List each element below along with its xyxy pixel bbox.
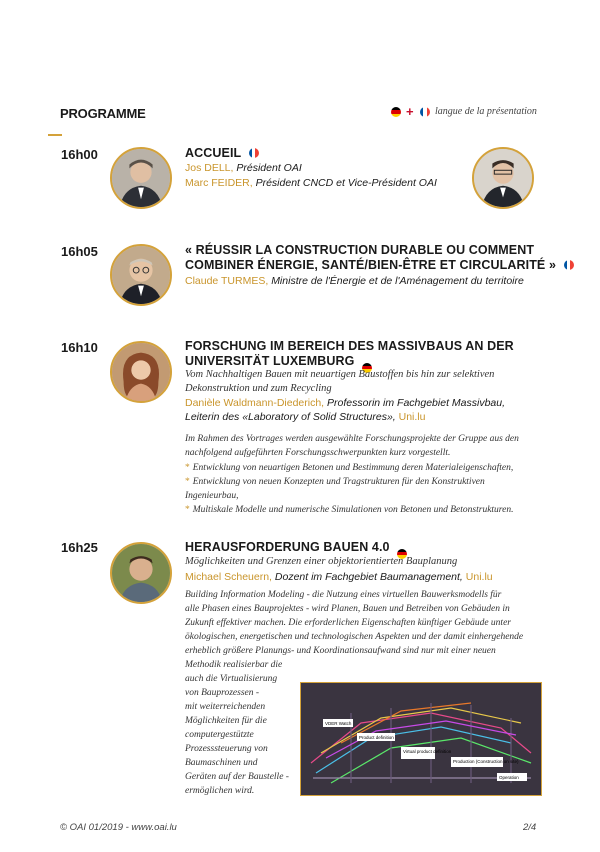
speaker-role: Dozent im Fachgebiet Baumanagement,	[274, 571, 463, 583]
session-title: FORSCHUNG IM BEREICH DES MASSIVBAUS AN DER UNIVERSITÄT LUXEMBURG	[185, 339, 514, 373]
session-time: 16h05	[61, 244, 98, 259]
org-link[interactable]: Uni.lu	[465, 571, 493, 583]
plus-separator: +	[406, 104, 414, 119]
avatar	[110, 147, 172, 209]
list-item: * Multiskale Modelle und numerische Simulationen von Betonen und Betonstrukturen.	[185, 505, 514, 515]
language-note: langue de la présentation	[435, 106, 537, 117]
bim-model-image	[300, 682, 542, 796]
list-item-continued: Ingenieurbau,	[185, 491, 239, 501]
speaker-role: Président OAI	[236, 162, 302, 174]
title-accent-rule	[48, 134, 62, 136]
speaker-role: Leiterin des «Laboratory of Solid Structures»,	[185, 411, 396, 423]
image-label: Product definition	[359, 735, 394, 740]
list-item: * Entwicklung von neuartigen Betonen und Bestimmung deren Materialeigenschaften,	[185, 463, 514, 473]
speaker-role: Professorin im Fachgebiet Massivbau,	[327, 397, 506, 409]
session-intro: Im Rahmen des Vortrages werden ausgewählte Forschungsprojekte der Gruppe aus den nachfolgend aufgeführten Forschungsschwerpunkten kurz vorgestellt.	[185, 434, 519, 458]
session-time: 16h25	[61, 540, 98, 555]
image-label: Operation	[499, 775, 519, 780]
speaker-line	[185, 571, 493, 584]
session-body-wrapped: Methodik realisierbar die auch die Virtualisierung von Bauprozessen - mit weiterreichenden Möglichkeiten für die computergestützte Prozesssteuerung von Baumaschinen und Geräten auf der Baustelle - ermöglichen wird.	[185, 660, 289, 796]
french-flag-icon	[249, 147, 259, 162]
avatar	[110, 341, 172, 403]
speaker-line	[185, 397, 505, 410]
page-number: 2/4	[523, 822, 537, 833]
session-title: « RÉUSSIR LA CONSTRUCTION DURABLE OU COMMENT COMBINER ÉNERGIE, SANTÉ/BIEN-ÊTRE ET CIRCULARITÉ »	[185, 243, 574, 274]
page-title: PROGRAMME	[60, 106, 146, 121]
avatar	[110, 542, 172, 604]
session-subtitle: Vom Nachhaltigen Bauen mit neuartigen Baustoffen bis hin zur selektiven Dekonstruktion und zum Recycling	[185, 369, 495, 394]
french-flag-icon	[564, 259, 574, 274]
german-flag-icon	[391, 107, 401, 117]
speaker-name: Michael Scheuern,	[185, 571, 272, 583]
speaker-line	[185, 411, 425, 424]
session-time: 16h00	[61, 147, 98, 162]
french-flag-icon	[420, 107, 430, 117]
image-label: Virtual product definition	[403, 749, 452, 754]
speaker-name: Jos DELL,	[185, 162, 234, 174]
session-title: HERAUSFORDERUNG BAUEN 4.0	[185, 540, 407, 559]
speaker-role: Président CNCD et Vice-Président OAI	[255, 177, 437, 189]
org-link[interactable]: Uni.lu	[398, 411, 426, 423]
speaker-role: Ministre de l'Énergie et de l'Aménagement du territoire	[271, 275, 524, 287]
session-time: 16h10	[61, 340, 98, 355]
session-body: Building Information Modeling - die Nutzung eines virtuellen Bauwerksmodells für alle Phasen eines Bauprojektes - wird Planen, Bauen und Betreiben von Gebäuden in Zukunft effektiver machen. Die erforderlichen Eigenschaften künftiger Gebäude unter ökologischen, energetischen und technologischen Aspekten und der damit einhergehende erheblich größere Planungs- und Koordinationsaufwand sind nur mit einer neuen	[185, 590, 524, 656]
avatar	[472, 147, 534, 209]
image-label: VDER Watch	[325, 721, 352, 726]
bullet-list	[185, 461, 513, 517]
session-subtitle: Möglichkeiten und Grenzen einer objektorientierten Bauplanung	[185, 556, 458, 567]
footer-copyright: © OAI 01/2019 - www.oai.lu	[60, 822, 177, 833]
speaker-line	[185, 275, 524, 288]
session-title: ACCUEIL	[185, 146, 259, 162]
speaker-line	[185, 177, 437, 190]
speaker-name: Claude TURMES,	[185, 275, 269, 287]
list-item: * Entwicklung von neuen Konzepten und Tragstrukturen für den Konstruktiven	[185, 477, 485, 487]
avatar	[110, 244, 172, 306]
image-label: Production (Construction on site)	[453, 759, 519, 764]
speaker-line	[185, 162, 302, 175]
language-flags	[391, 107, 401, 117]
speaker-name: Danièle Waldmann-Diederich,	[185, 397, 325, 409]
speaker-name: Marc FEIDER,	[185, 177, 253, 189]
